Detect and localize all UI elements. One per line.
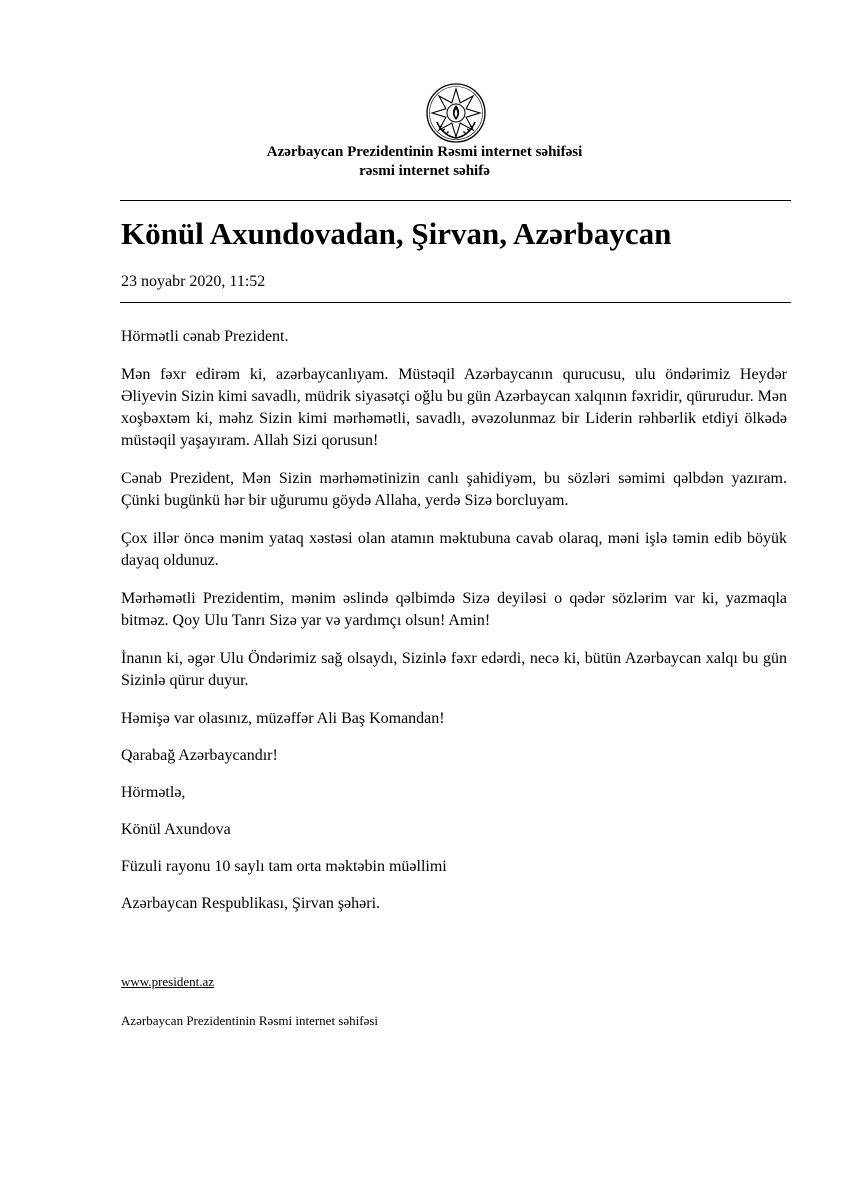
letter-paragraph: Hörmətli cənab Prezident.: [121, 328, 289, 345]
site-name: Azərbaycan Prezidentinin Rəsmi internet səhifəsi: [266, 144, 583, 160]
signature-position: Füzuli rayonu 10 saylı tam orta məktəbin müəllimi: [121, 858, 447, 875]
letter-paragraph: Mərhəmətli Prezidentim, mənim əslində qəlbimdə Sizə deyiləsi o qədər sözlərim var ki, yazmaqla bitməz. Qoy Ulu Tanrı Sizə yar və yardımçı olsun! Amin!: [121, 590, 787, 629]
site-header: [0, 143, 849, 181]
president-site-link[interactable]: www.president.az: [121, 974, 215, 989]
azerbaijan-state-emblem-icon: [425, 82, 487, 144]
letter-paragraph: Cənab Prezident, Mən Sizin mərhəmətinizin canlı şahidiyəm, bu sözləri səmimi qəlbdən yazıram. Çünki bugünkü hər bir uğurumu göydə Allaha, yerdə Sizə borcluyam.: [121, 470, 787, 509]
letter-paragraph: İnanın ki, əgər Ulu Öndərimiz sağ olsaydı, Sizinlə fəxr edərdi, necə ki, bütün Azərbaycan xalqı bu gün Sizinlə qürur duyur.: [121, 650, 787, 689]
footer-site-name: Azərbaycan Prezidentinin Rəsmi internet səhifəsi: [121, 1013, 379, 1028]
site-subtitle: rəsmi internet səhifə: [359, 163, 490, 179]
letter-paragraph: Mən fəxr edirəm ki, azərbaycanlıyam. Müstəqil Azərbaycanın qurucusu, ulu öndərimiz Heydər Əliyevin Sizin kimi savadlı, müdrik siyasətçi oğlu bu gün Azərbaycan xalqının fəxridir, qürurudur. Mən xoşbəxtəm ki, məhz Sizin kimi mərhəmətli, savadlı, əvəzolunmaz bir Liderin rəhbərlik etdiyi ölkədə müstəqil yaşayıram. Allah Sizi qorusun!: [121, 366, 787, 449]
post-date: 23 noyabr 2020, 11:52: [121, 273, 266, 290]
letter-paragraph: Qarabağ Azərbaycandır!: [121, 747, 278, 764]
header-divider: [120, 200, 791, 201]
title-divider: [120, 302, 791, 303]
letter-body: [121, 326, 787, 930]
letter-paragraph: Çox illər öncə mənim yataq xəstəsi olan atamın məktubuna cavab olaraq, məni işlə təmin edib böyük dayaq oldunuz.: [121, 530, 787, 569]
letter-paragraph: Həmişə var olasınız, müzəffər Ali Baş Komandan!: [121, 710, 445, 727]
letter-closing: Hörmətlə,: [121, 784, 186, 801]
signature-name: Könül Axundova: [121, 821, 231, 838]
signature-location: Azərbaycan Respublikası, Şirvan şəhəri.: [121, 895, 381, 912]
page-title: Könül Axundovadan, Şirvan, Azərbaycan: [121, 216, 672, 251]
